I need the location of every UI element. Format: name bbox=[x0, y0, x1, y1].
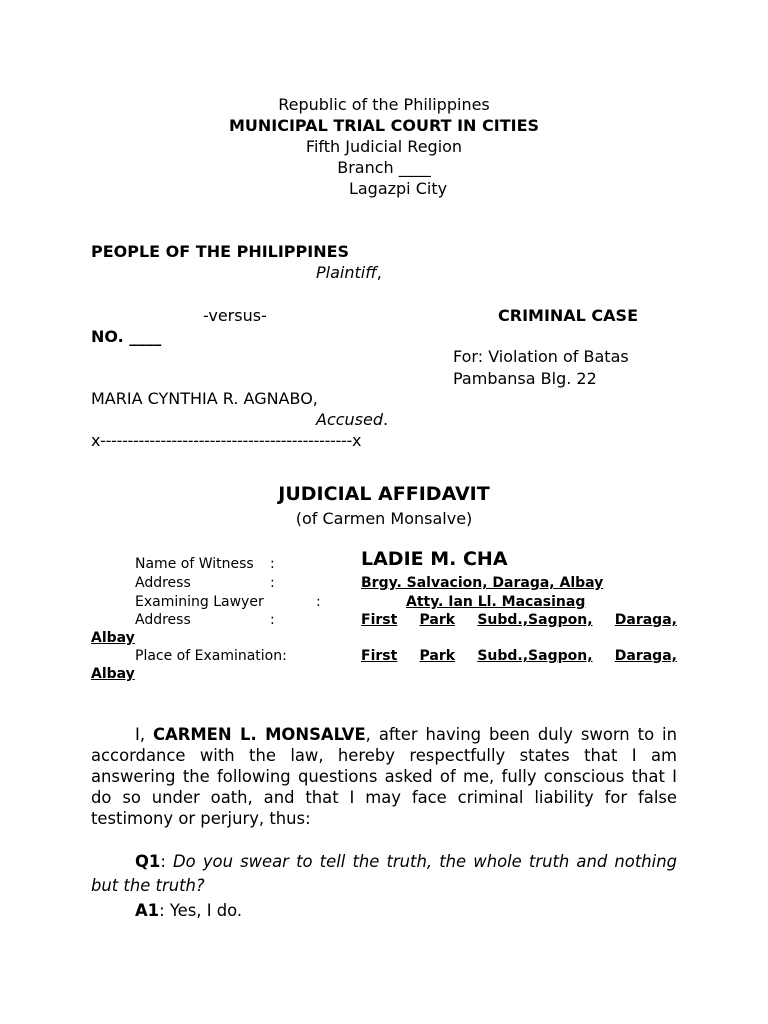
q1-label: Q1 bbox=[135, 852, 161, 871]
place-continuation: Albay bbox=[91, 666, 135, 682]
versus: -versus- bbox=[203, 306, 267, 325]
header-court: MUNICIPAL TRIAL COURT IN CITIES bbox=[228, 116, 540, 135]
answer-1 bbox=[135, 900, 242, 921]
lawyer-label: Examining Lawyer bbox=[135, 594, 264, 610]
place-word: Subd.,Sagpon, bbox=[477, 648, 593, 664]
lawyer-address-word: Park bbox=[419, 612, 456, 628]
lawyer-address-colon: : bbox=[270, 612, 275, 628]
accused-label-line bbox=[316, 409, 388, 430]
document-subtitle: (of Carmen Monsalve) bbox=[295, 509, 473, 528]
plaintiff-comma: , bbox=[376, 263, 382, 282]
accused-label: Accused bbox=[316, 410, 384, 429]
lawyer-name: Atty. Ian Ll. Macasinag bbox=[406, 594, 586, 610]
caption-separator: x----------------------------------------------x bbox=[91, 431, 362, 450]
intro-prefix: I, bbox=[135, 725, 153, 744]
violation-line-1: For: Violation of Batas bbox=[453, 347, 629, 366]
address-label: Address bbox=[135, 575, 191, 591]
place-word: Daraga, bbox=[614, 648, 677, 664]
address-colon: : bbox=[270, 575, 275, 591]
case-label: CRIMINAL CASE bbox=[498, 306, 639, 325]
case-number: NO. ____ bbox=[91, 327, 162, 346]
header-city: Lagazpi City bbox=[348, 179, 448, 198]
accused-period: . bbox=[383, 410, 389, 429]
affiant-name: CARMEN L. MONSALVE bbox=[153, 725, 366, 744]
intro-paragraph bbox=[91, 724, 677, 829]
header-republic: Republic of the Philippines bbox=[278, 95, 490, 114]
violation-line-2: Pambansa Blg. 22 bbox=[453, 369, 597, 388]
intro-text: , after having been duly sworn to in accordance with the law, hereby respectfully states that I am answering the following questions asked of me, fully conscious that I do so under oath, and that I may face criminal liability for false testimony or perjury, thus: bbox=[91, 725, 677, 828]
header-region: Fifth Judicial Region bbox=[305, 137, 463, 156]
name-colon: : bbox=[270, 556, 275, 572]
plaintiff-label: Plaintiff bbox=[316, 263, 377, 282]
a1-label: A1 bbox=[135, 901, 160, 920]
plaintiff-label-line bbox=[316, 262, 382, 283]
place-label: Place of Examination: bbox=[135, 648, 287, 664]
lawyer-colon: : bbox=[316, 594, 321, 610]
lawyer-address-value bbox=[361, 611, 677, 629]
lawyer-address-word: Subd.,Sagpon, bbox=[477, 612, 593, 628]
witness-name: LADIE M. CHA bbox=[361, 548, 508, 570]
lawyer-address-word: Daraga, bbox=[614, 612, 677, 628]
document-title: JUDICIAL AFFIDAVIT bbox=[278, 483, 490, 505]
question-1 bbox=[91, 850, 677, 898]
place-word: First bbox=[361, 648, 398, 664]
witness-address: Brgy. Salvacion, Daraga, Albay bbox=[361, 575, 604, 591]
lawyer-address-word: First bbox=[361, 612, 398, 628]
name-label: Name of Witness bbox=[135, 556, 254, 572]
plaintiff-name: PEOPLE OF THE PHILIPPINES bbox=[91, 242, 350, 261]
place-value bbox=[361, 647, 677, 665]
lawyer-address-label: Address bbox=[135, 612, 191, 628]
q1-colon: : bbox=[160, 852, 174, 871]
q1-text: Do you swear to tell the truth, the whole truth and nothing but the truth? bbox=[91, 852, 677, 895]
accused-name: MARIA CYNTHIA R. AGNABO, bbox=[91, 389, 318, 408]
place-word: Park bbox=[419, 648, 456, 664]
header-branch: Branch ____ bbox=[337, 158, 431, 177]
a1-text: : Yes, I do. bbox=[159, 901, 243, 920]
lawyer-address-continuation: Albay bbox=[91, 630, 135, 646]
